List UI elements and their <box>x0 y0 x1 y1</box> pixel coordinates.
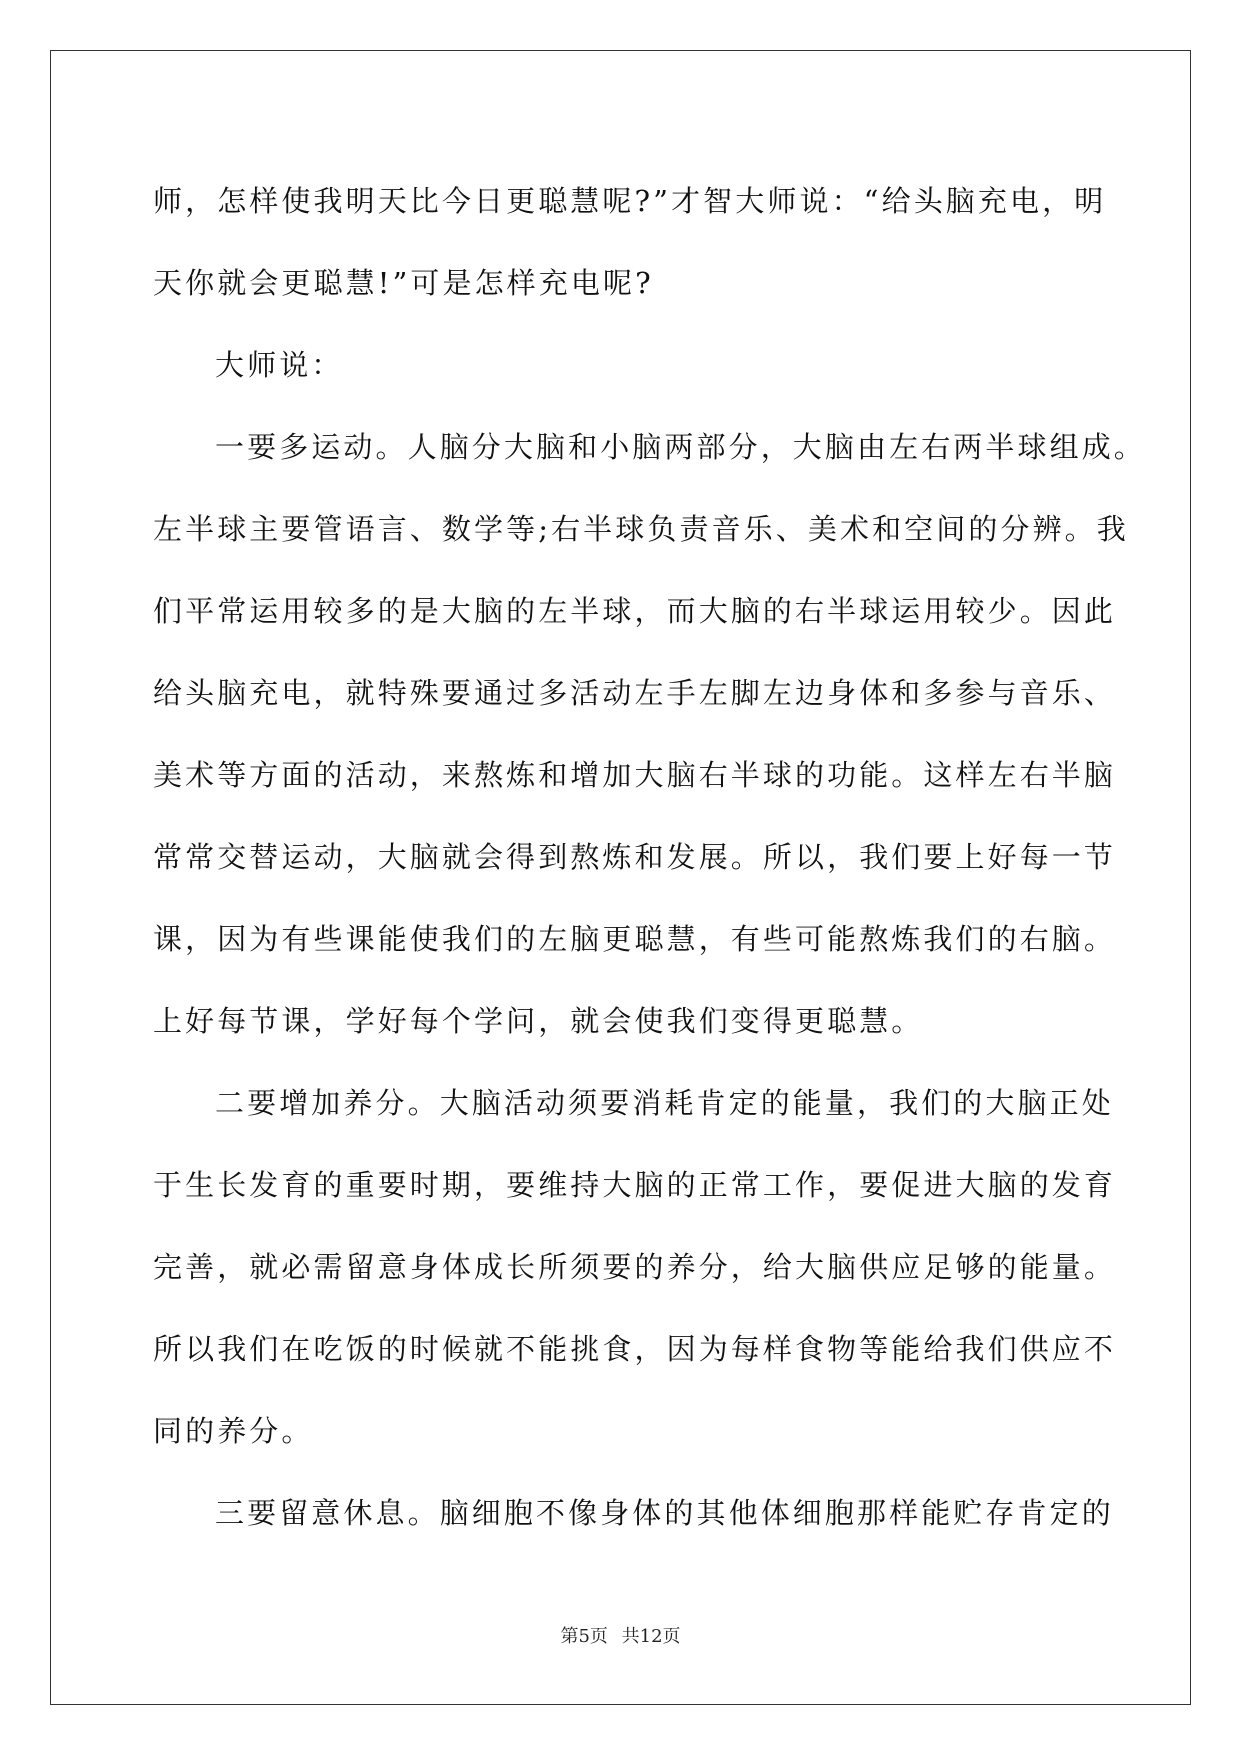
page-total: 共12页 <box>621 1626 681 1647</box>
page-number: 第5页 <box>560 1626 608 1647</box>
text-line: 课，因为有些课能使我们的左脑更聪慧，有些可能熬炼我们的右脑。 <box>153 922 1117 956</box>
text-line: 同的养分。 <box>153 1414 314 1448</box>
text-line: 所以我们在吃饭的时候就不能挑食，因为每样食物等能给我们供应不 <box>153 1332 1117 1366</box>
text-line: 们平常运用较多的是大脑的左半球，而大脑的右半球运用较少。因此 <box>153 594 1117 628</box>
text-line: 大师说： <box>215 348 344 382</box>
text-line: 天你就会更聪慧!”可是怎样充电呢? <box>153 266 654 300</box>
text-line: 三要留意休息。脑细胞不像身体的其他体细胞那样能贮存肯定的 <box>215 1496 1114 1530</box>
text-line: 师，怎样使我明天比今日更聪慧呢?”才智大师说：“给头脑充电，明 <box>153 184 1107 218</box>
text-line: 于生长发育的重要时期，要维持大脑的正常工作，要促进大脑的发育 <box>153 1168 1117 1202</box>
text-line: 常常交替运动，大脑就会得到熬炼和发展。所以，我们要上好每一节 <box>153 840 1117 874</box>
document-body <box>153 165 1146 1559</box>
text-line: 二要增加养分。大脑活动须要消耗肯定的能量，我们的大脑正处 <box>215 1086 1114 1120</box>
text-line: 左半球主要管语言、数学等;右半球负责音乐、美术和空间的分辨。我 <box>153 512 1129 546</box>
text-line: 美术等方面的活动，来熬炼和增加大脑右半球的功能。这样左右半脑 <box>153 758 1117 792</box>
page-footer <box>0 1622 1241 1648</box>
text-line: 上好每节课，学好每个学问，就会使我们变得更聪慧。 <box>153 1004 924 1038</box>
text-line: 给头脑充电，就特殊要通过多活动左手左脚左边身体和多参与音乐、 <box>153 676 1117 710</box>
text-line: 完善，就必需留意身体成长所须要的养分，给大脑供应足够的能量。 <box>153 1250 1117 1284</box>
text-line: 一要多运动。人脑分大脑和小脑两部分，大脑由左右两半球组成。 <box>215 430 1146 464</box>
